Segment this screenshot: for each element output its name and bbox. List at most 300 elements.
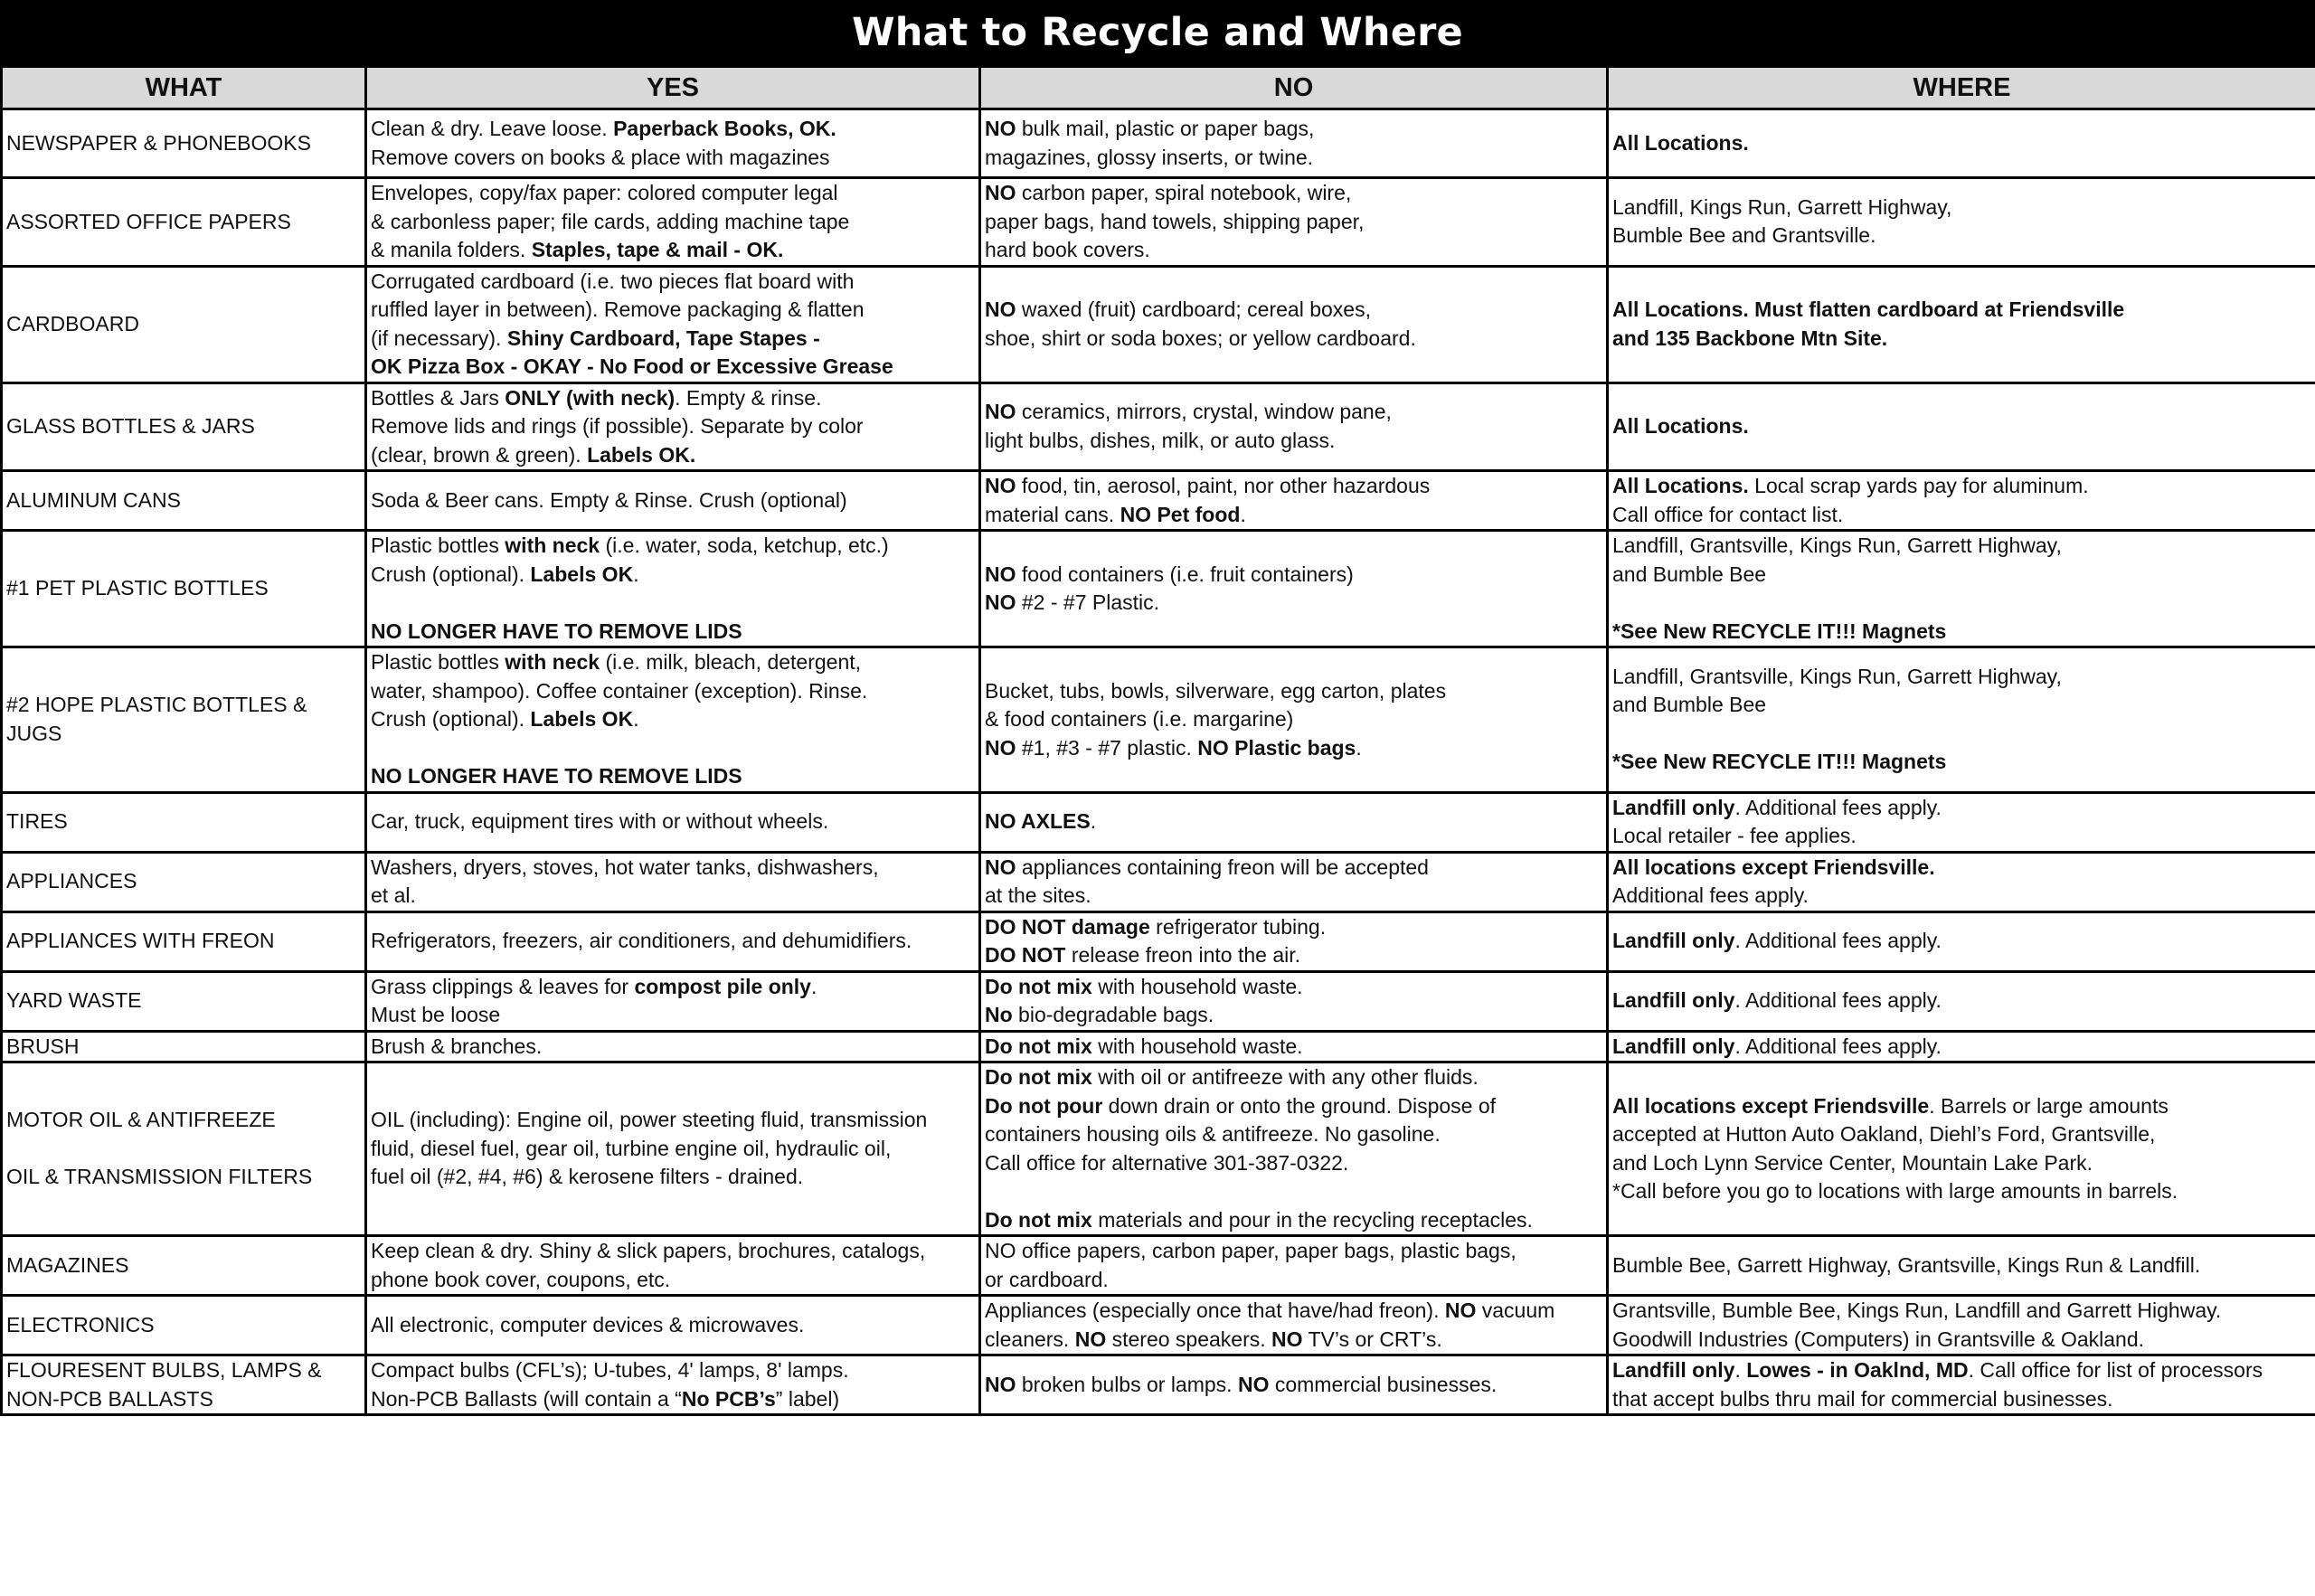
no-line (985, 589, 1602, 618)
text: & manila folders. (371, 238, 532, 261)
text: magazines, glossy inserts, or twine. (985, 145, 1314, 169)
text: Call office for contact list. (1612, 502, 1844, 526)
text: Compact bulbs (CFL’s); U-tubes, 4' lamps, 8' lamps. (371, 1358, 849, 1382)
text: Must be loose (371, 1003, 501, 1026)
yes-line (371, 1001, 975, 1030)
no-cell (980, 1355, 1608, 1415)
where-line (1612, 532, 2311, 561)
yes-cell (366, 531, 980, 647)
yes-line (371, 1163, 975, 1192)
where-cell (1608, 1062, 2315, 1236)
text: . Additional fees apply. (1734, 929, 1942, 953)
no-line (985, 208, 1602, 237)
what-line: MAGAZINES (6, 1252, 129, 1277)
where-cell (1608, 178, 2315, 267)
what-line: ASSORTED OFFICE PAPERS (6, 209, 291, 233)
text: Non-PCB Ballasts (will contain a “ (371, 1386, 682, 1411)
no-line (985, 677, 1602, 706)
text: . (1090, 809, 1097, 834)
yes-cell (366, 971, 980, 1031)
table-body (2, 109, 2315, 1415)
bold-text: Labels OK. (587, 442, 696, 467)
bold-text: All locations except Friendsville. (1612, 855, 1935, 879)
bold-text: NO (985, 117, 1016, 140)
bold-text: No PCB’s (681, 1386, 776, 1411)
text: OIL (including): Engine oil, power steeting fluid, transmission (371, 1108, 928, 1132)
yes-cell (366, 792, 980, 852)
text: (i.e. milk, bleach, detergent, (600, 650, 862, 674)
yes-cell (366, 109, 980, 178)
what-cell (2, 971, 366, 1031)
yes-cell (366, 382, 980, 471)
where-line (1612, 222, 2311, 250)
bold-text: *See New RECYCLE IT!!! Magnets (1612, 619, 1947, 643)
text: Clean & dry. Leave loose. (371, 117, 614, 140)
where-cell (1608, 1236, 2315, 1296)
text: at the sites. (985, 883, 1091, 907)
yes-line (371, 618, 975, 647)
where-line (1612, 882, 2311, 911)
table-row (2, 1355, 2315, 1415)
yes-cell (366, 1031, 980, 1062)
bold-text: Landfill only (1612, 988, 1735, 1013)
where-line (1612, 663, 2311, 692)
text: Local scrap yards pay for aluminum. (1748, 474, 2089, 497)
where-line (1612, 987, 2311, 1015)
what-cell (2, 178, 366, 267)
no-line (985, 325, 1602, 354)
bold-text: NO (1237, 1372, 1270, 1396)
no-cell (980, 1062, 1608, 1236)
text: carbon paper, spiral notebook, wire, (1016, 181, 1352, 204)
where-cell (1608, 971, 2315, 1031)
text: Local retailer - fee applies. (1612, 824, 1857, 847)
table-row (2, 178, 2315, 267)
bold-text: Shiny Cardboard, Tape Stapes - (506, 326, 820, 350)
where-cell (1608, 531, 2315, 647)
bold-text: with neck (505, 534, 600, 557)
yes-line (371, 144, 975, 173)
bold-text: NO (985, 735, 1016, 760)
text: and Bumble Bee (1612, 693, 1767, 717)
what-cell (2, 1236, 366, 1296)
text: . Empty & rinse. (675, 385, 822, 410)
text: . (633, 562, 639, 586)
no-line (985, 1266, 1602, 1295)
bold-text: All Locations. (1612, 474, 1749, 497)
text: Bottles & Jars (371, 385, 506, 410)
no-line (985, 1063, 1602, 1092)
text: Call office for alternative 301-387-0322. (985, 1150, 1349, 1175)
text: Bumble Bee, Garrett Highway, Grantsville, Kings Run & Landfill. (1612, 1252, 2201, 1277)
what-cell (2, 109, 366, 178)
text: Landfill, Grantsville, Kings Run, Garrett Highway, (1612, 534, 2062, 557)
text: and Bumble Bee (1612, 562, 1767, 586)
yes-line (371, 115, 975, 144)
what-cell (2, 1355, 366, 1415)
yes-line (371, 882, 975, 911)
bold-text: Do not mix (985, 1207, 1092, 1232)
where-line (1612, 129, 2311, 158)
bold-text: Do not mix (985, 1034, 1092, 1058)
text: with household waste. (1091, 974, 1303, 998)
text: All electronic, computer devices & microwaves. (371, 1312, 805, 1336)
no-line (985, 398, 1602, 427)
yes-line (371, 561, 975, 590)
yes-line (371, 412, 975, 441)
yes-line (371, 353, 975, 382)
where-line (1612, 720, 2311, 749)
text: that accept bulbs thru mail for commercial businesses. (1612, 1386, 2113, 1411)
bold-text: NO (985, 1372, 1016, 1396)
what-cell (2, 852, 366, 911)
table-row (2, 266, 2315, 382)
what-line: #2 HOPE PLASTIC BOTTLES & (6, 693, 307, 717)
bold-text: OK Pizza Box - OKAY - No Food or Excessive Grease (371, 354, 893, 378)
bold-text: NO (1074, 1327, 1107, 1351)
table-row (2, 1236, 2315, 1296)
what-cell (2, 911, 366, 971)
what-line: GLASS BOTTLES & JARS (6, 414, 255, 438)
yes-line (371, 705, 975, 734)
yes-line (371, 1106, 975, 1135)
text: (i.e. water, soda, ketchup, etc.) (600, 534, 889, 557)
text: (clear, brown & green). (371, 442, 588, 467)
no-cell (980, 647, 1608, 793)
yes-line (371, 236, 975, 265)
no-line (985, 1237, 1602, 1266)
bold-text: NO Pet food (1120, 502, 1241, 526)
yes-line (371, 179, 975, 208)
where-line (1612, 325, 2311, 354)
yes-line (371, 762, 975, 791)
no-cell (980, 1236, 1608, 1296)
text: food, tin, aerosol, paint, nor other hazardous (1016, 474, 1431, 497)
no-cell (980, 852, 1608, 911)
what-cell (2, 1062, 366, 1236)
recycling-table (0, 65, 2315, 1416)
no-line (985, 179, 1602, 208)
where-cell (1608, 1031, 2315, 1062)
table-row (2, 109, 2315, 178)
text: containers housing oils & antifreeze. No gasoline. (985, 1122, 1441, 1146)
text: Additional fees apply. (1612, 883, 1809, 907)
where-line (1612, 1297, 2311, 1326)
text: phone book cover, coupons, etc. (371, 1267, 671, 1291)
text: Appliances (especially once that have/had freon). (985, 1299, 1445, 1322)
text: Keep clean & dry. Shiny & slick papers, brochures, catalogs, (371, 1239, 926, 1262)
no-line (985, 705, 1602, 734)
where-line (1612, 501, 2311, 530)
text: Envelopes, copy/fax paper: colored computer legal (371, 181, 838, 204)
text: Grass clippings & leaves for (371, 974, 635, 998)
text: with household waste. (1091, 1034, 1303, 1058)
yes-line (371, 589, 975, 618)
where-line (1612, 589, 2311, 618)
where-line (1612, 822, 2311, 851)
where-line (1612, 1385, 2311, 1414)
bold-text: Lowes - in Oaklnd, MD (1746, 1358, 1969, 1382)
what-line: ALUMINUM CANS (6, 487, 181, 512)
yes-line (371, 296, 975, 325)
text: materials and pour in the recycling receptacles. (1091, 1207, 1533, 1232)
where-line (1612, 296, 2311, 325)
bold-text: Do not mix (985, 974, 1092, 998)
bold-text: Landfill only (1612, 1034, 1735, 1058)
table-row (2, 792, 2315, 852)
what-line: ELECTRONICS (6, 1312, 155, 1336)
bold-text: NO (985, 400, 1016, 424)
text: . Additional fees apply. (1734, 988, 1942, 1013)
bold-text: Landfill only (1612, 1358, 1735, 1382)
yes-cell (366, 911, 980, 971)
table-row (2, 911, 2315, 971)
text: water, shampoo). Coffee container (exception). Rinse. (371, 678, 868, 703)
text: Crush (optional). (371, 562, 531, 586)
no-line (985, 236, 1602, 265)
what-cell (2, 382, 366, 471)
no-line (985, 1206, 1602, 1235)
no-cell (980, 911, 1608, 971)
text: *Call before you go to locations with large amounts in barrels. (1612, 1179, 2178, 1203)
no-line (985, 561, 1602, 590)
what-cell (2, 647, 366, 793)
no-line (985, 807, 1602, 836)
no-line (985, 1177, 1602, 1206)
no-line (985, 854, 1602, 883)
yes-cell (366, 266, 980, 382)
what-cell (2, 792, 366, 852)
yes-cell (366, 1236, 980, 1296)
text: down drain or onto the ground. Dispose of (1102, 1093, 1497, 1118)
text: shoe, shirt or soda boxes; or yellow cardboard. (985, 326, 1416, 350)
text: Plastic bottles (371, 534, 506, 557)
text: #1, #3 - #7 plastic. (1016, 735, 1198, 760)
text: Remove lids and rings (if possible). Separate by color (371, 414, 864, 438)
where-line (1612, 1177, 2311, 1206)
no-cell (980, 792, 1608, 852)
bold-text: All Locations. (1612, 130, 1749, 155)
table-row (2, 1062, 2315, 1236)
text: . (1734, 1358, 1747, 1382)
table-row (2, 471, 2315, 531)
text: ceramics, mirrors, crystal, window pane, (1016, 400, 1392, 424)
yes-line (371, 486, 975, 515)
bold-text: Paperback Books, OK. (613, 117, 836, 140)
text: Landfill, Kings Run, Garrett Highway, (1612, 194, 1952, 219)
text: bio-degradable bags. (1012, 1003, 1214, 1026)
bold-text: NO (985, 181, 1016, 204)
column-header-what: WHAT (2, 67, 366, 109)
text: Bumble Bee and Grantsville. (1612, 223, 1876, 248)
yes-line (371, 532, 975, 561)
bold-text: Landfill only (1612, 929, 1735, 953)
no-line (985, 1092, 1602, 1121)
what-line: JUGS (6, 721, 62, 745)
no-cell (980, 178, 1608, 267)
text: . Call office for list of processors (1968, 1358, 2263, 1382)
where-cell (1608, 792, 2315, 852)
text: accepted at Hutton Auto Oakland, Diehl’s Ford, Grantsville, (1612, 1122, 2156, 1146)
yes-line (371, 807, 975, 836)
text: . (1240, 502, 1246, 526)
text: ruffled layer in between). Remove packaging & flatten (371, 297, 865, 321)
text: Bucket, tubs, bowls, silverware, egg carton, plates (985, 678, 1447, 703)
bold-text: Landfill only (1612, 795, 1735, 819)
yes-line (371, 1385, 975, 1414)
column-header-yes: YES (366, 67, 980, 109)
no-cell (980, 971, 1608, 1031)
no-line (985, 115, 1602, 144)
where-line (1612, 794, 2311, 823)
text: . (633, 707, 639, 731)
what-line (6, 1135, 361, 1164)
text: Car, truck, equipment tires with or without wheels. (371, 809, 829, 834)
where-line (1612, 1326, 2311, 1355)
text: hard book covers. (985, 238, 1150, 261)
no-line (985, 296, 1602, 325)
no-line (985, 472, 1602, 501)
text: Plastic bottles (371, 650, 506, 674)
no-cell (980, 1296, 1608, 1355)
what-line: YARD WASTE (6, 988, 142, 1013)
bold-text: NO (985, 590, 1016, 614)
text: . Barrels or large amounts (1929, 1093, 2169, 1118)
bold-text: Labels OK (530, 707, 634, 731)
text: Washers, dryers, stoves, hot water tanks, dishwashers, (371, 855, 879, 879)
bold-text: NO LONGER HAVE TO REMOVE LIDS (371, 619, 742, 643)
where-line (1612, 194, 2311, 222)
text: Goodwill Industries (Computers) in Grantsville & Oakland. (1612, 1327, 2145, 1351)
where-cell (1608, 911, 2315, 971)
table-row (2, 852, 2315, 911)
text: stereo speakers. (1106, 1327, 1272, 1351)
text: or cardboard. (985, 1267, 1109, 1291)
bold-text: and 135 Backbone Mtn Site. (1612, 326, 1888, 350)
yes-cell (366, 1355, 980, 1415)
where-line (1612, 1092, 2311, 1121)
text: commercial businesses. (1269, 1372, 1498, 1396)
what-line: OIL & TRANSMISSION FILTERS (6, 1165, 313, 1189)
yes-cell (366, 471, 980, 531)
text: refrigerator tubing. (1149, 914, 1327, 939)
yes-line (371, 208, 975, 237)
no-line (985, 1001, 1602, 1030)
table-row (2, 1031, 2315, 1062)
bold-text: Staples, tape & mail - OK. (531, 238, 784, 261)
yes-cell (366, 647, 980, 793)
no-line (985, 1371, 1602, 1400)
text: and Loch Lynn Service Center, Mountain Lake Park. (1612, 1150, 2093, 1175)
no-cell (980, 382, 1608, 471)
no-line (985, 501, 1602, 530)
where-cell (1608, 1355, 2315, 1415)
bold-text: NO (985, 474, 1016, 497)
text: (if necessary). (371, 326, 507, 350)
bold-text: NO AXLES (985, 809, 1091, 834)
no-line (985, 882, 1602, 911)
what-line: TIRES (6, 809, 68, 834)
no-cell (980, 109, 1608, 178)
table-row (2, 647, 2315, 793)
yes-line (371, 268, 975, 297)
yes-line (371, 973, 975, 1002)
yes-line (371, 1356, 975, 1385)
text: waxed (fruit) cardboard; cereal boxes, (1016, 297, 1371, 321)
where-line (1612, 691, 2311, 720)
bold-text: NO (1444, 1299, 1477, 1322)
bold-text: NO (985, 297, 1016, 321)
bold-text: with neck (505, 650, 600, 674)
no-line (985, 941, 1602, 970)
where-cell (1608, 1296, 2315, 1355)
bold-text: ONLY (with neck) (505, 385, 676, 410)
where-line (1612, 748, 2311, 777)
what-line: NEWSPAPER & PHONEBOOKS (6, 130, 311, 155)
bold-text: DO NOT damage (985, 914, 1150, 939)
where-line (1612, 1356, 2311, 1385)
no-line (985, 1297, 1602, 1326)
text: appliances containing freon will be accepted (1016, 855, 1429, 879)
what-line: APPLIANCES (6, 869, 137, 893)
yes-line (371, 1135, 975, 1164)
table-row (2, 531, 2315, 647)
text: . Additional fees apply. (1734, 1034, 1942, 1058)
text: TV’s or CRT’s. (1302, 1327, 1442, 1351)
text: Soda & Beer cans. Empty & Rinse. Crush (optional) (371, 487, 847, 512)
bold-text: *See New RECYCLE IT!!! Magnets (1612, 750, 1947, 774)
text: NO office papers, carbon paper, paper bags, plastic bags, (985, 1239, 1517, 1262)
where-line (1612, 927, 2311, 956)
text: paper bags, hand towels, shipping paper, (985, 209, 1365, 233)
no-line (985, 427, 1602, 456)
no-cell (980, 471, 1608, 531)
yes-line (371, 1311, 975, 1340)
text: light bulbs, dishes, milk, or auto glass. (985, 428, 1336, 452)
table-row (2, 971, 2315, 1031)
where-line (1612, 854, 2311, 883)
what-cell (2, 1296, 366, 1355)
text: Corrugated cardboard (i.e. two pieces flat board with (371, 269, 855, 293)
table-row (2, 382, 2315, 471)
yes-line (371, 734, 975, 763)
no-line (985, 913, 1602, 942)
no-line (985, 734, 1602, 763)
where-line (1612, 1120, 2311, 1149)
where-line (1612, 561, 2311, 590)
text: #2 - #7 Plastic. (1016, 590, 1160, 614)
yes-line (371, 384, 975, 413)
yes-line (371, 325, 975, 354)
text: food containers (i.e. fruit containers) (1016, 562, 1354, 586)
yes-line (371, 648, 975, 677)
what-cell (2, 531, 366, 647)
bold-text: Do not pour (985, 1093, 1103, 1118)
text: broken bulbs or lamps. (1016, 1372, 1238, 1396)
no-line (985, 1120, 1602, 1149)
bold-text: No (985, 1003, 1013, 1026)
text: . (1356, 735, 1362, 760)
what-line: MOTOR OIL & ANTIFREEZE (6, 1108, 276, 1132)
text: . (810, 974, 817, 998)
bold-text: NO Plastic bags (1197, 735, 1356, 760)
column-header-where: WHERE (1608, 67, 2315, 109)
what-cell (2, 266, 366, 382)
what-cell (2, 1031, 366, 1062)
yes-line (371, 854, 975, 883)
bold-text: All Locations. (1612, 414, 1749, 438)
text: cleaners. (985, 1327, 1075, 1351)
